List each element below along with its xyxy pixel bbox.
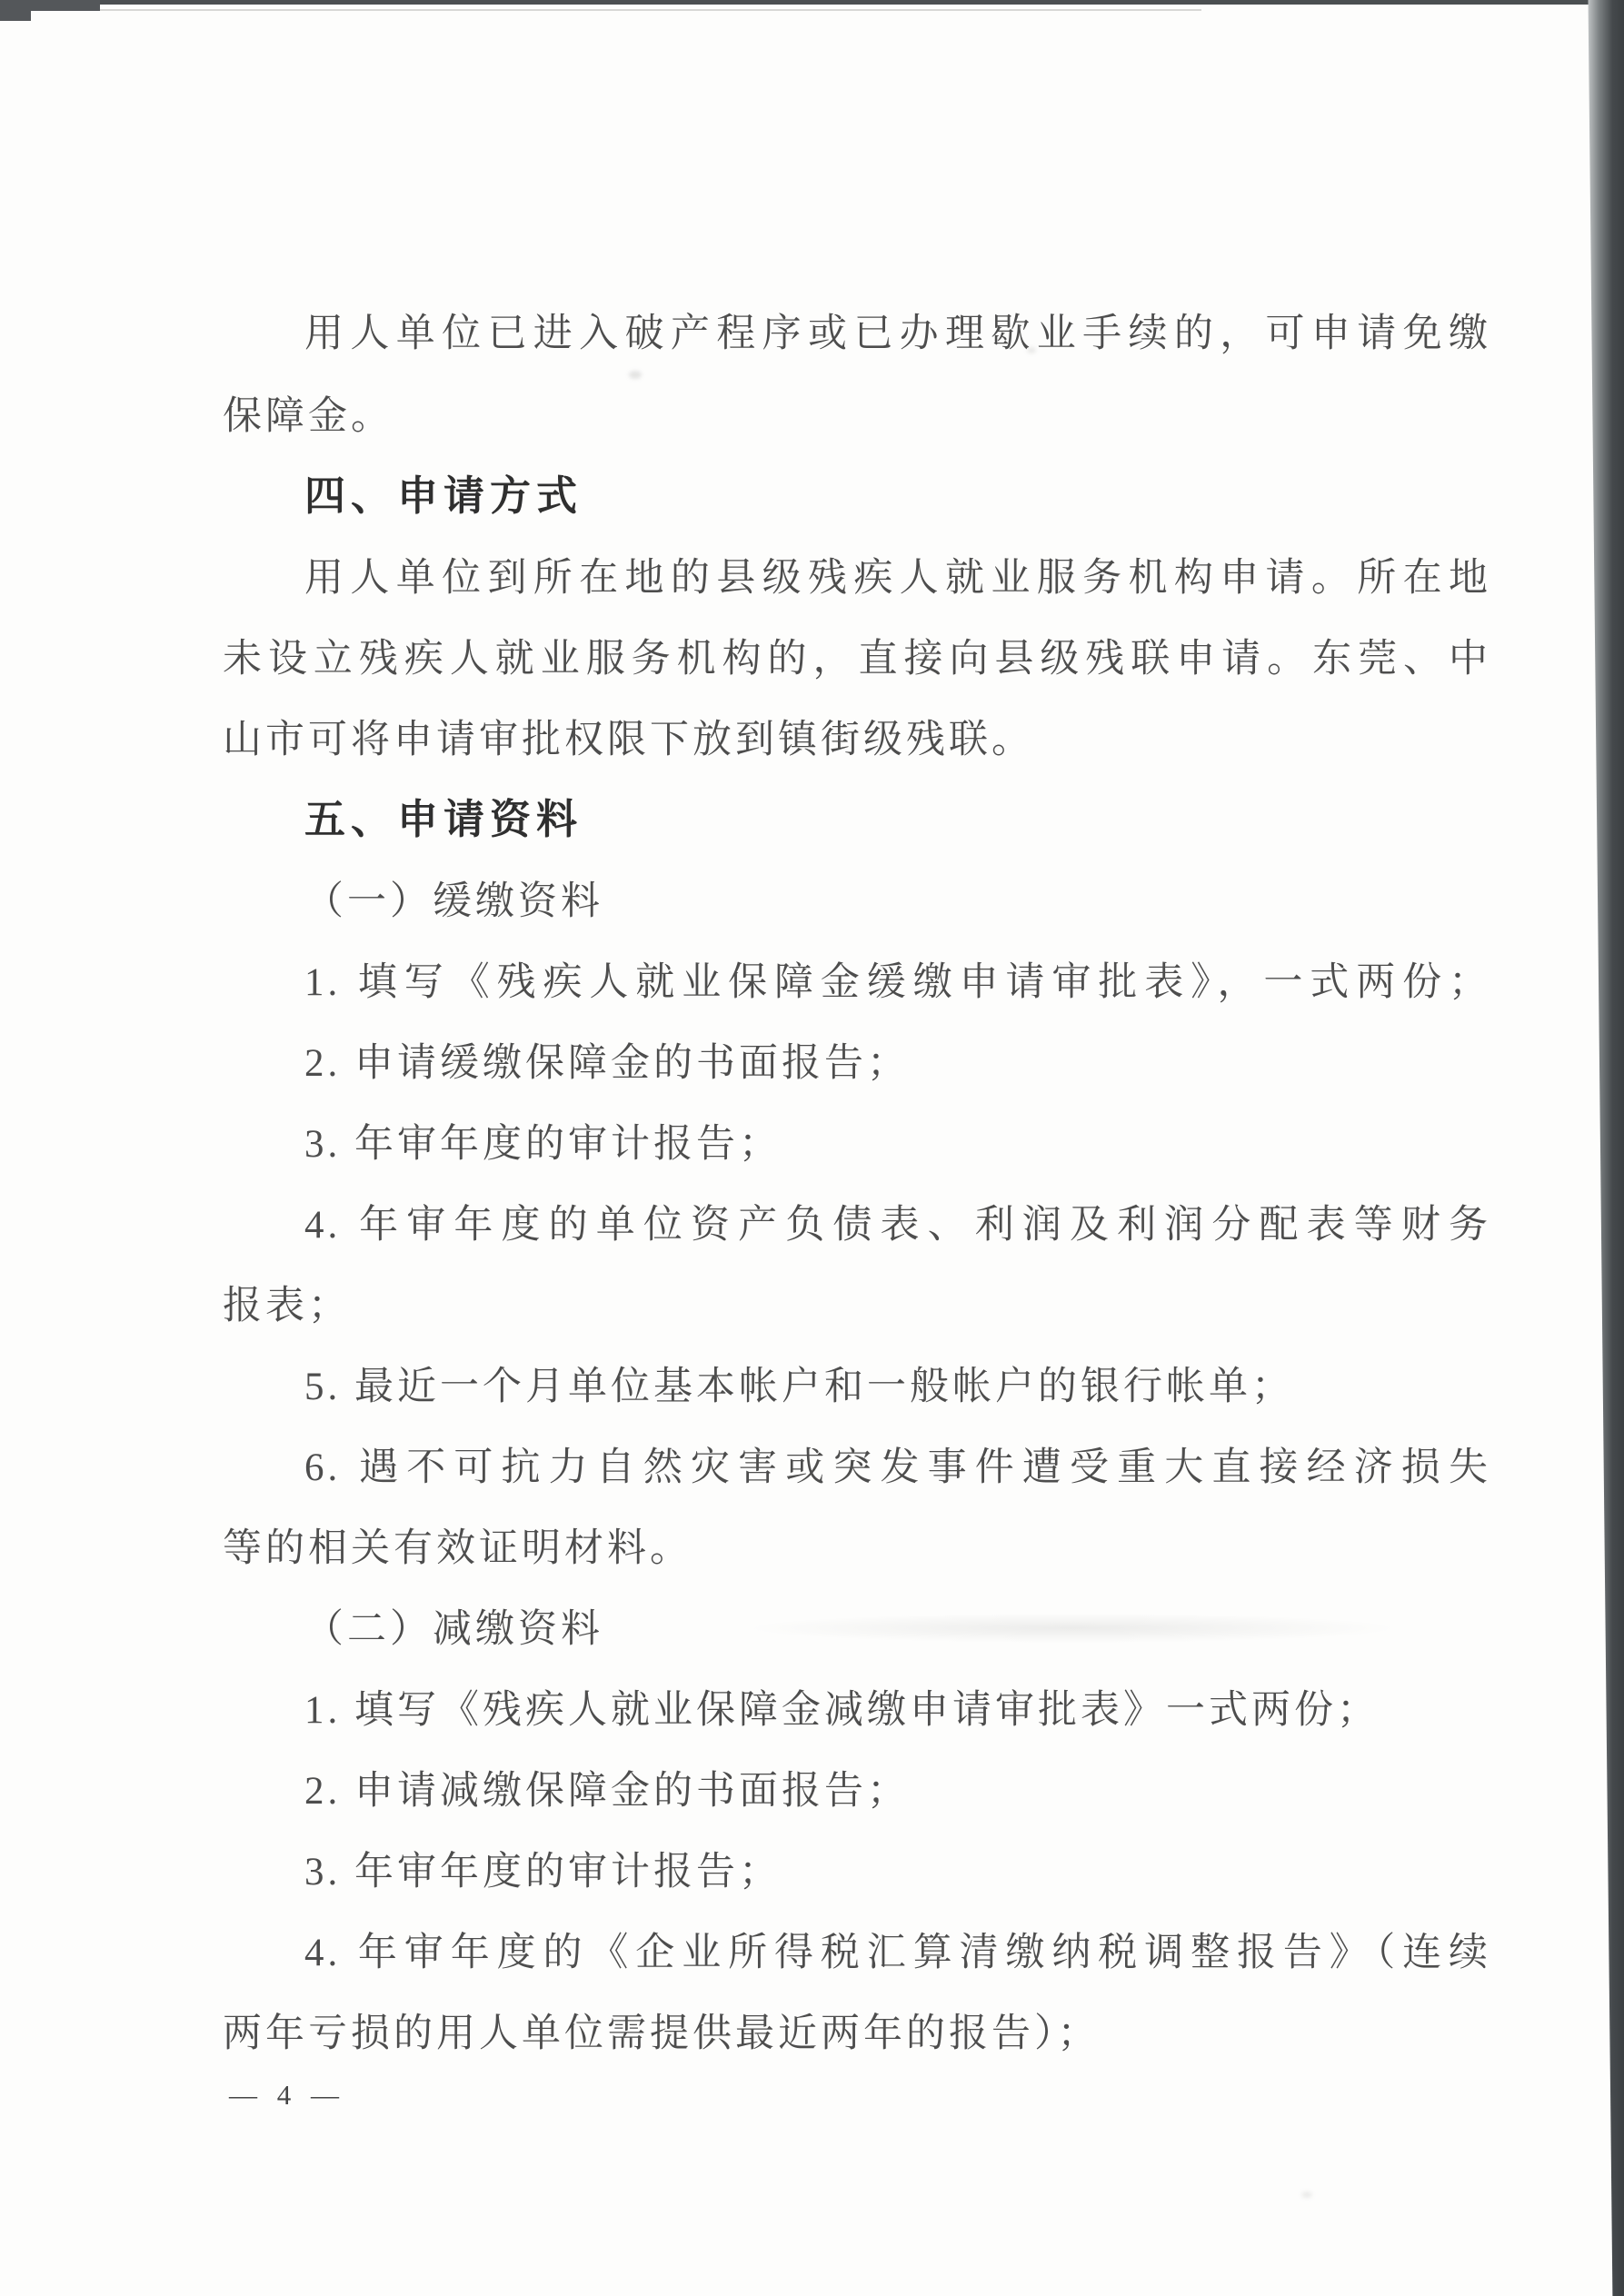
list-item: 2. 申请缓缴保障金的书面报告；	[304, 1042, 910, 1085]
list-item: 6. 遇不可抗力自然灾害或突发事件遭受重大直接经济损失	[304, 1446, 1491, 1489]
list-item: 1. 填写《残疾人就业保障金减缴申请审批表》一式两份；	[304, 1689, 1380, 1732]
body-line: 等的相关有效证明材料。	[223, 1527, 692, 1570]
section-heading: 四、申请方式	[304, 473, 583, 519]
scan-smudge	[629, 371, 642, 379]
section-heading: 五、申请资料	[304, 797, 583, 842]
list-item: 4. 年审年度的单位资产负债表、利润及利润分配表等财务	[304, 1204, 1491, 1247]
body-line: 报表；	[223, 1285, 351, 1327]
list-item: 3. 年审年度的审计报告；	[304, 1123, 782, 1166]
body-line: 保障金。	[223, 395, 394, 438]
scan-right-edge	[1586, 0, 1624, 2296]
scan-smudge	[1301, 2192, 1312, 2198]
list-item: 2. 申请减缴保障金的书面报告；	[304, 1770, 910, 1813]
list-item: 5. 最近一个月单位基本帐户和一般帐户的银行帐单；	[304, 1366, 1294, 1408]
subsection-heading: （二）减缴资料	[304, 1608, 603, 1651]
subsection-heading: （一）缓缴资料	[304, 880, 603, 923]
list-item: 3. 年审年度的审计报告；	[304, 1851, 782, 1893]
body-line: 山市可将申请审批权限下放到镇街级残联。	[223, 719, 1034, 761]
body-line: 用人单位已进入破产程序或已办理歇业手续的，可申请免缴	[304, 313, 1491, 355]
scan-top-left-corner-dark	[0, 0, 31, 21]
body-line: 两年亏损的用人单位需提供最近两年的报告）；	[223, 2013, 1101, 2055]
body-line: 用人单位到所在地的县级残疾人就业服务机构申请。所在地	[304, 557, 1491, 600]
scan-top-edge	[0, 0, 1624, 5]
list-item: 1. 填写《残疾人就业保障金缓缴申请审批表》，一式两份；	[304, 961, 1491, 1004]
scan-top-edge-faint	[0, 9, 1201, 11]
page-number: — 4 —	[229, 2079, 345, 2111]
body-line: 未设立残疾人就业服务机构的，直接向县级残联申请。东莞、中	[223, 638, 1491, 681]
list-item: 4. 年审年度的《企业所得税汇算清缴纳税调整报告》（连续	[304, 1932, 1491, 1974]
